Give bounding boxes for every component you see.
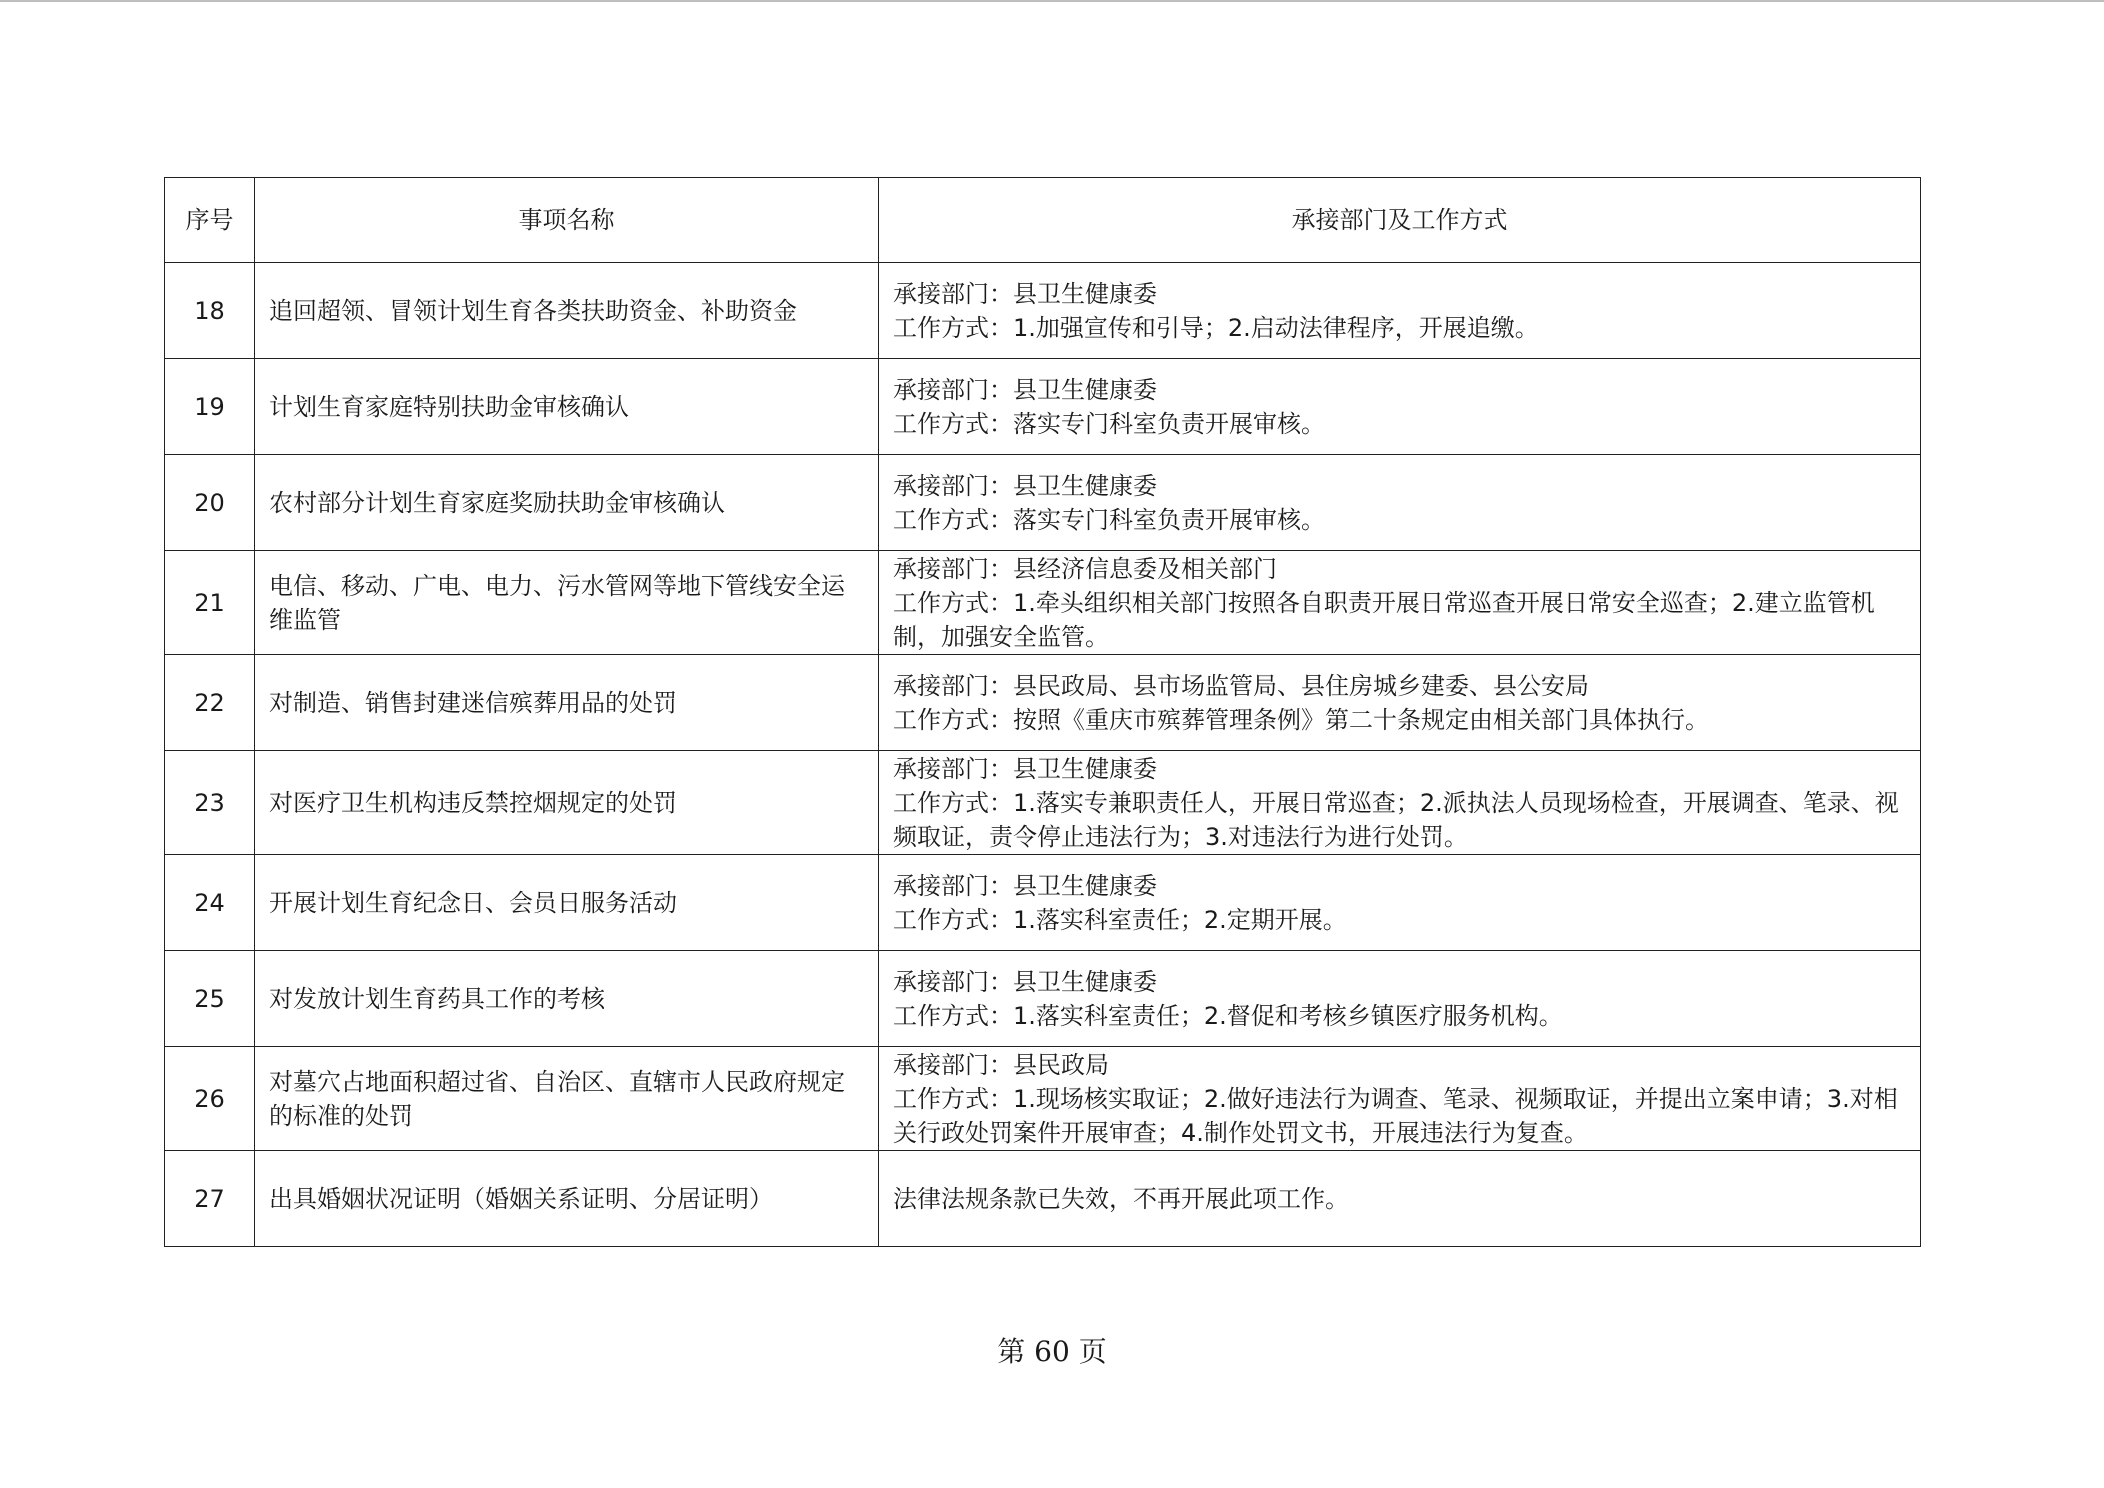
row-name: 计划生育家庭特别扶助金审核确认 xyxy=(255,359,879,455)
row-method: 工作方式：1.加强宣传和引导；2.启动法律程序，开展追缴。 xyxy=(893,313,1539,342)
row-no: 23 xyxy=(165,751,255,855)
row-name: 对制造、销售封建迷信殡葬用品的处罚 xyxy=(255,655,879,751)
items-table xyxy=(164,177,1921,1247)
row-method: 工作方式：落实专门科室负责开展审核。 xyxy=(893,505,1325,534)
row-name: 追回超领、冒领计划生育各类扶助资金、补助资金 xyxy=(255,263,879,359)
row-no: 26 xyxy=(165,1047,255,1151)
header-name: 事项名称 xyxy=(255,178,879,263)
table-row xyxy=(165,655,1921,751)
row-dept-cell xyxy=(879,655,1921,751)
table-row xyxy=(165,359,1921,455)
row-dept: 承接部门：县卫生健康委 xyxy=(893,754,1157,783)
row-dept: 承接部门：县卫生健康委 xyxy=(893,471,1157,500)
table-header-row xyxy=(165,178,1921,263)
table-row xyxy=(165,1151,1921,1247)
row-dept-cell xyxy=(879,951,1921,1047)
row-dept: 承接部门：县卫生健康委 xyxy=(893,279,1157,308)
row-name: 农村部分计划生育家庭奖励扶助金审核确认 xyxy=(255,455,879,551)
table-row xyxy=(165,263,1921,359)
row-no: 24 xyxy=(165,855,255,951)
row-method: 工作方式：1.落实科室责任；2.定期开展。 xyxy=(893,905,1347,934)
row-name: 对墓穴占地面积超过省、自治区、直辖市人民政府规定的标准的处罚 xyxy=(255,1047,879,1151)
table-row xyxy=(165,1047,1921,1151)
row-dept-cell xyxy=(879,855,1921,951)
row-no: 19 xyxy=(165,359,255,455)
row-dept-cell xyxy=(879,1047,1921,1151)
row-dept: 承接部门：县卫生健康委 xyxy=(893,871,1157,900)
row-dept: 承接部门：县民政局 xyxy=(893,1050,1109,1079)
row-dept-cell xyxy=(879,359,1921,455)
row-name: 对医疗卫生机构违反禁控烟规定的处罚 xyxy=(255,751,879,855)
row-no: 25 xyxy=(165,951,255,1047)
row-dept: 承接部门：县卫生健康委 xyxy=(893,375,1157,404)
table-row xyxy=(165,951,1921,1047)
row-name: 电信、移动、广电、电力、污水管网等地下管线安全运维监管 xyxy=(255,551,879,655)
row-name: 开展计划生育纪念日、会员日服务活动 xyxy=(255,855,879,951)
row-method: 工作方式：按照《重庆市殡葬管理条例》第二十条规定由相关部门具体执行。 xyxy=(893,705,1709,734)
row-dept-cell xyxy=(879,455,1921,551)
row-no: 22 xyxy=(165,655,255,751)
page-number: 第 60 页 xyxy=(997,1335,1107,1368)
row-dept-cell xyxy=(879,263,1921,359)
row-dept: 承接部门：县卫生健康委 xyxy=(893,967,1157,996)
top-border-line xyxy=(0,0,2104,2)
row-no: 18 xyxy=(165,263,255,359)
row-method: 工作方式：落实专门科室负责开展审核。 xyxy=(893,409,1325,438)
row-no: 20 xyxy=(165,455,255,551)
row-dept-cell xyxy=(879,751,1921,855)
table-row xyxy=(165,855,1921,951)
row-no: 27 xyxy=(165,1151,255,1247)
header-no: 序号 xyxy=(165,178,255,263)
row-dept-cell xyxy=(879,1151,1921,1247)
header-dept: 承接部门及工作方式 xyxy=(879,178,1921,263)
row-no: 21 xyxy=(165,551,255,655)
row-dept: 法律法规条款已失效，不再开展此项工作。 xyxy=(893,1184,1349,1213)
row-method: 工作方式：1.牵头组织相关部门按照各自职责开展日常巡查开展日常安全巡查；2.建立监管机制，加强安全监管。 xyxy=(893,588,1875,651)
table-row xyxy=(165,751,1921,855)
row-name: 对发放计划生育药具工作的考核 xyxy=(255,951,879,1047)
row-dept-cell xyxy=(879,551,1921,655)
row-dept: 承接部门：县经济信息委及相关部门 xyxy=(893,554,1277,583)
table-row xyxy=(165,551,1921,655)
table-row xyxy=(165,455,1921,551)
row-method: 工作方式：1.落实专兼职责任人，开展日常巡查；2.派执法人员现场检查，开展调查、笔录、视频取证，责令停止违法行为；3.对违法行为进行处罚。 xyxy=(893,788,1899,851)
row-method: 工作方式：1.落实科室责任；2.督促和考核乡镇医疗服务机构。 xyxy=(893,1001,1563,1030)
row-name: 出具婚姻状况证明（婚姻关系证明、分居证明） xyxy=(255,1151,879,1247)
row-method: 工作方式：1.现场核实取证；2.做好违法行为调查、笔录、视频取证，并提出立案申请；3.对相关行政处罚案件开展审查；4.制作处罚文书，开展违法行为复查。 xyxy=(893,1084,1898,1147)
row-dept: 承接部门：县民政局、县市场监管局、县住房城乡建委、县公安局 xyxy=(893,671,1589,700)
